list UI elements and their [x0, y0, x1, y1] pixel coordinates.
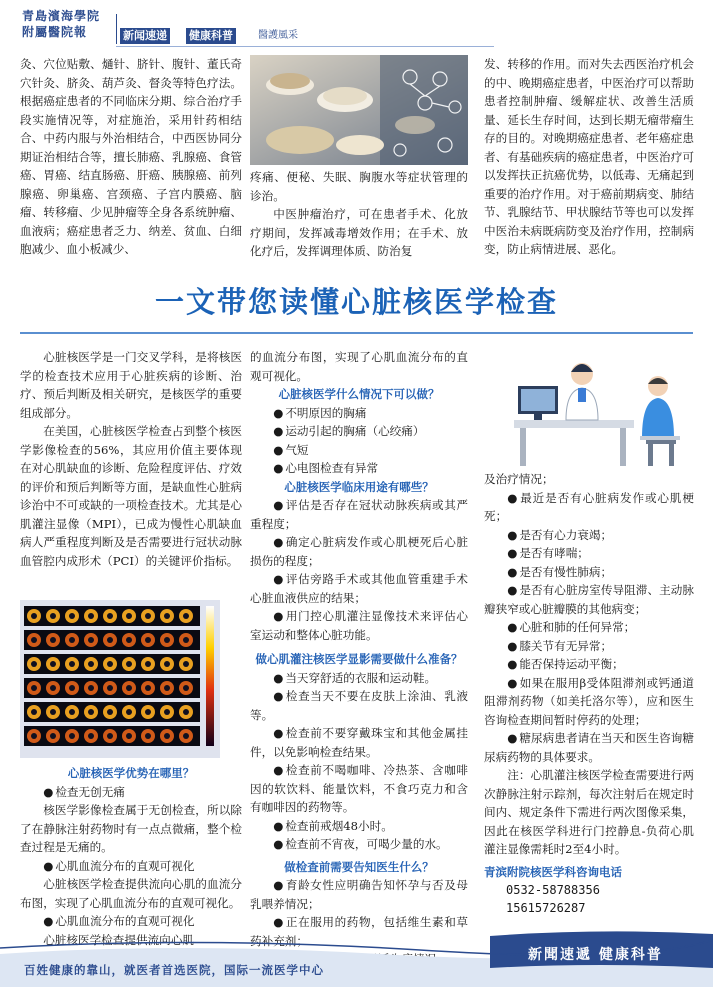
- article-col2: [250, 348, 468, 969]
- uses-list: [250, 496, 468, 644]
- use-item: ● 确定心脏病发作或心肌梗死后心脏损伤的程度；: [250, 533, 468, 570]
- condition-item: ● 如果在服用β受体阻滞剂或钙通道阻滞剂药物（如美托洛尔等），应和医生咨询检查期间暂时停药的处理；: [484, 674, 694, 730]
- newspaper-masthead: [22, 8, 114, 40]
- condition-item: ● 是否有哮喘；: [484, 544, 694, 563]
- use-item: ● 评估是否存在冠状动脉疾病或其严重程度；: [250, 496, 468, 533]
- advantage-item: ● 心肌血流分布的直观可视化: [20, 912, 242, 931]
- preparation-list: [250, 669, 468, 854]
- condition-item: ● 心脏和肺的任何异常；: [484, 618, 694, 637]
- use-item: ● 用门控心肌灌注显像技术来评估心室运动和整体心脏功能。: [250, 607, 468, 644]
- condition-item: ● 能否保持运动平衡；: [484, 655, 694, 674]
- top-col1-text: 灸、穴位贴敷、熥针、脐针、腹针、董氏奇穴针灸、脐灸、葫芦灸、督灸等特色疗法。根据癌症患者的不同临床分期、综合治疗手段实施情况等，对症施治，采用针药相结合、中药内服与外治相结合，中西医协同分期证治相结合等，擅长肺癌、乳腺癌、食管癌、胃癌、结直肠癌、肝癌、胰腺癌、前列腺癌、卵巢癌、宫颈癌、子宫内膜癌、脑瘤、转移瘤、少见肿瘤等全身各系统肿瘤、血液病；癌症患者乏力、纳差、贫血、白细胞减少、血小板减少、: [20, 57, 242, 256]
- conditions-list: [484, 489, 694, 767]
- col2-continuation: 的血流分布图，实现了心肌血流分布的直观可视化。: [250, 350, 468, 383]
- contact-phone[interactable]: 15615726287: [506, 901, 586, 915]
- usa-paragraph: 在美国，心脏核医学检查占到整个核医学影像检查的56%，其应用价值主要体现在对心肌缺血的诊断、危险程度评估、疗效的评价和预后判断等方面，是缺血性心脏病诊治中不可或缺的一项检查技术。尤其是心肌灌注显像（MPI），已成为慢性心肌缺血病人严重程度判断及是否需要进行冠状动脉血管腔内成形术（PCI）的关键评价指标。: [20, 424, 242, 568]
- top-article-col1: [20, 55, 242, 259]
- when-item: ● 气短: [250, 441, 468, 460]
- when-heading: 心脏核医学什么情况下可以做？: [278, 387, 440, 401]
- masthead-line1: 青島濱海學院: [22, 9, 101, 23]
- tell-doctor-item: ● 育龄女性应明确告知怀孕与否及母乳喂养情况；: [250, 876, 468, 913]
- top-article-col2: [250, 168, 468, 261]
- tell-doctor-item: ● 正在服用的药物，包括维生素和草药补充剂；: [250, 913, 468, 950]
- when-item: ● 不明原因的胸痛: [250, 404, 468, 423]
- advantages-heading: 心脏核医学优势在哪里？: [67, 766, 195, 780]
- masthead-divider: [116, 14, 117, 44]
- masthead-line2: 附屬醫院報: [22, 25, 88, 39]
- advantages-section: [20, 764, 242, 949]
- preparation-item: ● 检查前不要穿戴珠宝和其他金属挂件，以免影响检查结果。: [250, 724, 468, 761]
- condition-item: ● 糖尿病患者请在当天和医生咨询糖尿病药物的具体要求。: [484, 729, 694, 766]
- preparation-item: ● 检查前不宵夜，可喝少量的水。: [250, 835, 468, 854]
- advantage-item: ● 检查无创无痛: [20, 783, 242, 802]
- footer-slogan: 百姓健康的靠山，就医者首选医院，国际一流医学中心: [24, 963, 324, 977]
- condition-item: ● 是否有慢性肺病；: [484, 563, 694, 582]
- uses-heading: 心脏核医学临床用途有哪些？: [284, 479, 434, 494]
- top-col2-text-a: 疼痛、便秘、失眠、胸腹水等症状管理的诊治。: [250, 170, 468, 203]
- condition-item: ● 膝关节有无异常；: [484, 637, 694, 656]
- advantage-text: 心脏核医学检查提供流向心肌的血流分布图，实现了心肌血流分布的直观可视化。: [20, 877, 242, 910]
- advantage-item: ● 心肌血流分布的直观可视化: [20, 857, 242, 876]
- advantage-text: 心脏核医学检查提供流向心肌: [43, 932, 194, 947]
- article-title: 一文带您读懂心脏核医学检查: [154, 285, 558, 319]
- contact-phone[interactable]: 0532-58788356: [506, 883, 600, 897]
- use-item: ● 评估旁路手术或其他血管重建手术心脏血液供应的结果；: [250, 570, 468, 607]
- preparation-item: ● 当天穿舒适的衣服和运动鞋。: [250, 669, 468, 688]
- herbal-medicine-photo: [250, 55, 468, 165]
- condition-item: ● 是否有心力衰竭；: [484, 526, 694, 545]
- article-col3: [484, 470, 694, 917]
- col3-continuation: 及治疗情况；: [484, 472, 554, 486]
- intro-paragraph: 心脏核医学是一门交叉学科，是将核医学的检查技术应用于心脏疾病的诊断、治疗、预后判断及相关研究，是核医学的重要组成部分。: [20, 350, 242, 420]
- top-col2-text-b: 中医肿瘤治疗，可在患者手术、化放疗期间，发挥减毒增效作用；在手术、放化疗后，发挥调理体质、防治复: [250, 207, 468, 258]
- advantage-text: 核医学影像检查属于无创检查，所以除了在静脉注射药物时有一点点微痛，整个检查过程是无痛的。: [20, 803, 242, 854]
- page-header: [0, 0, 713, 52]
- contact-heading: 青滨附院核医学科咨询电话: [484, 864, 622, 879]
- when-list: [250, 404, 468, 478]
- when-item: ● 运动引起的胸痛（心绞痛）: [250, 422, 468, 441]
- preparation-heading: 做心肌灌注核医学显影需要做什么准备？: [255, 652, 463, 666]
- title-rule: [20, 332, 693, 334]
- tab-staff[interactable]: 醫護風采: [258, 30, 298, 41]
- preparation-item: ● 检查前戒烟48小时。: [250, 817, 468, 836]
- when-item: ● 心电图检查有异常: [250, 459, 468, 478]
- condition-item: ● 最近是否有心脏病发作或心肌梗死；: [484, 489, 694, 526]
- article-col1: [20, 348, 242, 570]
- top-col3-text: 发、转移的作用。而对失去西医治疗机会的中、晚期癌症患者，中医治疗可以帮助患者控制肿瘤、缓解症状、改善生活质量、延长生存时间，达到长期无瘤带瘤生存的目的。对晚期癌症患者、老年癌症患者、有基础疾病的癌症患者，中医治疗可以发挥扶正抗癌优势，以低毒、无痛起到重要的治疗作用。对于癌前期病变、肺结节、乳腺结节、甲状腺结节等也可以发挥中医治未病既病防变及治疗作用，控制病变，防止病情进展、恶化。: [484, 57, 694, 256]
- tab-health[interactable]: 健康科普: [186, 28, 236, 44]
- condition-item: ● 是否有心脏房室传导阻滞、主动脉瓣狭窄或心脏瓣膜的其他病变；: [484, 581, 694, 618]
- preparation-item: ● 检查前不喝咖啡、冷热茶、含咖啡因的软饮料、能量饮料，不食巧克力和含有咖啡因的药物等。: [250, 761, 468, 817]
- exam-note: 注：心肌灌注核医学检查需要进行两次静脉注射示踪剂，每次注射后在规定时间内、规定条件下需进行两次图像采集，因此在核医学科进行门控静息-负荷心肌灌注显像需耗时2至4小时。: [484, 768, 694, 856]
- top-article-col3: [484, 55, 694, 259]
- footer-banner-text: 新聞速遞 健康科普: [528, 947, 663, 963]
- tab-news[interactable]: 新闻速递: [120, 28, 170, 44]
- myocardial-perfusion-scan-image: [20, 600, 220, 758]
- preparation-item: ● 检查当天不要在皮肤上涂油、乳液等。: [250, 687, 468, 724]
- doctor-patient-illustration: [512, 350, 692, 468]
- header-rule: [116, 46, 494, 47]
- tell-doctor-heading: 做检查前需要告知医生什么？: [284, 859, 434, 874]
